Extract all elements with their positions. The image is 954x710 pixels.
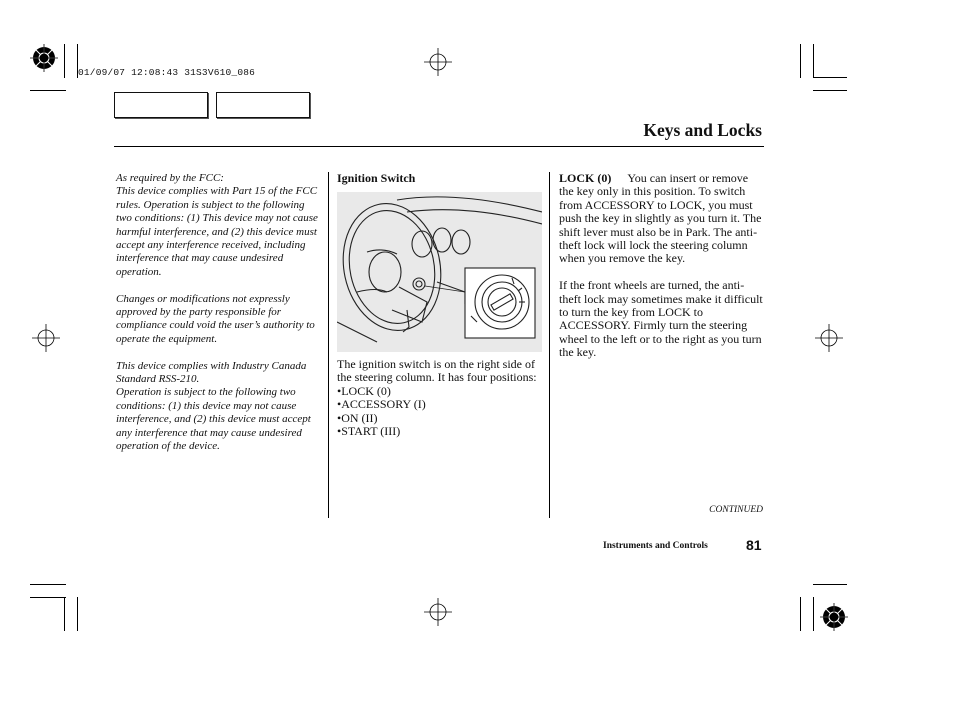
steering-column-icon xyxy=(337,192,542,352)
crop-mark xyxy=(813,90,847,91)
crop-mark xyxy=(813,77,847,78)
crop-mark xyxy=(813,584,847,585)
page-title: Keys and Locks xyxy=(643,120,762,140)
crop-mark xyxy=(30,597,66,598)
header-rule xyxy=(114,146,764,147)
crop-mark xyxy=(813,44,814,78)
lock-label: LOCK (0) xyxy=(559,171,612,185)
ignition-intro: The ignition switch is on the right side of the steering column. It has four positions: xyxy=(337,357,537,385)
crosshair-mark-icon xyxy=(815,324,843,352)
ignition-switch-illustration xyxy=(337,192,542,352)
position-item: •ACCESSORY (I) xyxy=(337,397,426,412)
changes-text: Changes or modifications not expressly approved by the party responsible for compliance could void the user’s authority to operate the equipment. xyxy=(116,292,315,345)
column-divider xyxy=(549,172,550,518)
crop-mark xyxy=(30,90,66,91)
ignition-switch-body xyxy=(337,358,541,438)
wheels-text: If the front wheels are turned, the anti-theft lock may sometimes make it difficult to turn the key from LOCK to ACCESSORY. Firmly turn the steering wheel to the left or to the right as you turn the key. xyxy=(559,278,763,360)
fcc-text: This device complies with Part 15 of the FCC rules. Operation is subject to the following two conditions: (1) This device may not cause harmful interference, and (2) this device must accept any interference received, including interference that may cause undesired operation. xyxy=(116,185,318,278)
footer-section-title: Instruments and Controls xyxy=(603,541,708,551)
canada-intro: This device complies with Industry Canada Standard RSS-210. xyxy=(116,359,307,386)
lock-paragraph xyxy=(559,172,764,266)
header-tab-box xyxy=(216,92,310,118)
registration-target-icon xyxy=(820,603,848,631)
canada-text: Operation is subject to the following two conditions: (1) this device may not cause interference, and (2) this device must accept any interference that may cause undesired operation of the device. xyxy=(116,386,311,453)
crosshair-mark-icon xyxy=(32,324,60,352)
crop-mark xyxy=(813,597,814,631)
position-item: •START (III) xyxy=(337,424,401,439)
crosshair-mark-icon xyxy=(424,598,452,626)
print-stamp: 01/09/07 12:08:43 31S3V610_086 xyxy=(78,67,256,78)
crop-mark xyxy=(64,44,65,78)
section-heading: Ignition Switch xyxy=(337,171,416,185)
crosshair-mark-icon xyxy=(424,48,452,76)
crop-mark xyxy=(30,584,66,585)
crop-mark xyxy=(800,44,801,78)
lock-position-column xyxy=(559,172,764,360)
fcc-notice-column xyxy=(116,172,322,454)
crop-mark xyxy=(64,597,65,631)
fcc-intro: As required by the FCC: xyxy=(116,172,224,184)
column-divider xyxy=(328,172,329,518)
registration-target-icon xyxy=(30,44,58,72)
crop-mark xyxy=(77,597,78,631)
position-item: •LOCK (0) xyxy=(337,383,391,398)
continued-label: CONTINUED xyxy=(709,505,763,515)
header-tab-box xyxy=(114,92,208,118)
position-item: •ON (II) xyxy=(337,410,378,425)
lock-text: You can insert or remove the key only in this position. To switch from ACCESSORY to LOCK, you must push the key in slightly as you turn it. The shift lever must also be in Park. The anti-theft lock will lock the steering column when you remove the key. xyxy=(559,171,762,266)
crop-mark xyxy=(800,597,801,631)
page-number: 81 xyxy=(746,537,762,553)
ignition-switch-column xyxy=(337,172,541,185)
